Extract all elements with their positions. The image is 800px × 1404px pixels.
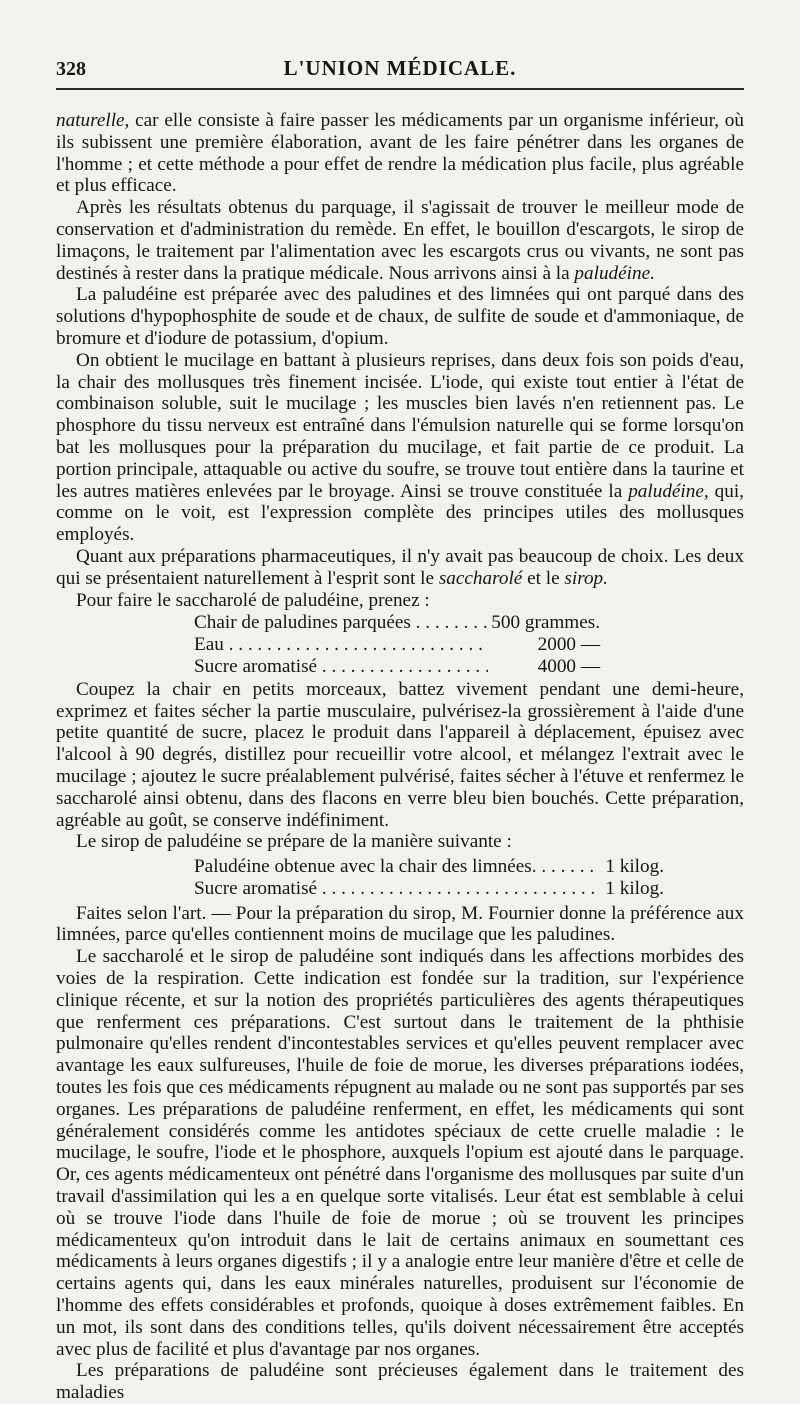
italic-term: paludéine, [628,480,709,502]
recipe-quantity: 1 kilog. [605,877,664,899]
paragraph: Le saccharolé et le sirop de paludéine sont indiqués dans les affections morbides des voies de la respiration. Cette indication est fondée sur la tradition, sur l'expérience clinique récente, et sur la notion des propriétés particulières des agents thérapeutiques que renferment ces préparations. C'est surtout dans le traitement de la phthisie pulmonaire qu'elles rendent d'incontestables services et qu'elles peuvent remplacer avec avantage les eaux sulfureuses, l'huile de foie de morue, les diverses préparations iodées, toutes les fois que ces médicaments répugnent au malade ou ne sont pas supportés par ses organes. Les préparations de paludéine renferment, en effet, les médicaments qui sont généralement considérés comme les antidotes spéciaux de cette cruelle maladie : le mucilage, le soufre, l'iode et le phosphore, auxquels l'opium est ajouté dans le parquage. Or, ces agents médicamenteux ont pénétré dans l'organisme des mollusques par suite d'un travail d'assimilation qui les a en quelque sorte vitalisés. Leur état est semblable à celui où se trouve l'iode dans l'huile de foie de morue ; où se trouvent les principes médicamenteux qu'on introduit dans le lait de certains animaux en soumettant ces médicaments à leurs organes digestifs ; il y a analogie entre leur manière d'être et celle de certains agents qui, dans les eaux minérales naturelles, produisent sur l'économie de l'homme des effets considérables et profonds, quoique à doses extrêmement faibles. En un mot, ils sont dans des conditions telles, qu'ils doivent nécessairement être acceptés avec plus de facilité et plus d'avantage par nos organes. [56,946,744,1360]
paragraph: Après les résultats obtenus du parquage, il s'agissait de trouver le meilleur mode de conservation et d'administration du remède. En effet, le bouillon d'escargots, le sirop de limaçons, le traitement par l'alimentation avec les escargots crus ou vivants, ne sont pas destinés à rester dans la pratique médicale. Nous arrivons ainsi à la paludéine. [56,197,744,284]
paragraph: On obtient le mucilage en battant à plusieurs reprises, dans deux fois son poids d'eau, la chair des mollusques très finement incisée. L'iode, qui existe tout entier à l'état de combinaison soluble, suit le mucilage ; les muscles bien lavés n'en retiennent pas. Le phosphore du tissu nerveux est entraîné dans l'émulsion naturelle qui se forme lorsqu'on bat les mollusques pour la préparation du mucilage, et fait partie de ce produit. La portion principale, attaquable ou active du soufre, se trouve tout entière dans la taurine et les autres matières enlevées par le broyage. Ainsi se trouve constituée la paludéine, qui, comme on le voit, est l'expression complète des principes utiles des mollusques employés. [56,349,744,546]
paragraph: Le sirop de paludéine se prépare de la manière suivante : [76,831,512,853]
recipe-saccharole [194,612,744,677]
recipe-ingredient: Sucre aromatisé . . . [194,656,488,678]
italic-term: saccharolé [438,567,523,589]
page-header [56,52,744,90]
paragraph: Coupez la chair en petits morceaux, battez vivement pendant une demi-heure, exprimez et faites sécher la partie musculaire, pulvérisez-la grossièrement à l'aide d'une petite quantité de sucre, placez le produit dans l'appareil à déplacement, épuisez avec l'alcool à 90 degrés, distillez pour recueillir votre alcool, et mélangez l'extrait avec le mucilage ; ajoutez le sucre préalablement pulvérisé, faites sécher à l'étuve et renfermez le saccharolé ainsi obtenu, dans des flacons en verre bleu bien bouchés. Cette préparation, agréable au goût, se conserve indéfiniment. [56,678,744,831]
body-text [56,110,744,1404]
recipe-row [194,634,614,656]
paragraph: naturelle, car elle consiste à faire passer les médicaments par un organisme inférieur, où ils subissent une première élaboration, avant de les faire pénétrer dans les organes de l'homme ; et cette méthode a pour effet de rendre la médication plus facile, plus agréable et plus efficace. [56,110,744,197]
running-head: L'UNION MÉDICALE. [283,56,517,80]
recipe-sirop [194,856,744,900]
italic-term: paludéine. [574,262,655,284]
paragraph: Quant aux préparations pharmaceutiques, il n'y avait pas beaucoup de choix. Les deux qui se présentaient naturellement à l'esprit sont le saccharolé et le sirop. [56,545,744,589]
italic-term: naturelle, [56,110,130,131]
recipe-ingredient: Paludéine obtenue avec la chair des limnées. . . . [194,856,600,878]
recipe-quantity: 4000 — [537,655,600,677]
paragraph: La paludéine est préparée avec des paludines et des limnées qui ont parqué dans des solutions d'hypophosphite de soude et de chaux, de sulfite de soude et d'ammoniaque, de bromure et d'iodure de potassium, d'opium. [56,284,744,349]
recipe-quantity: 500 grammes. [491,612,600,634]
recipe-ingredient: Sucre aromatisé . . . [194,878,600,900]
page-number: 328 [56,58,86,80]
recipe-ingredient: Chair de paludines parquées . . . [194,612,488,634]
paragraph: Les préparations de paludéine sont précieuses également dans le traitement des maladies [56,1360,744,1404]
recipe-ingredient: Eau . . . [194,634,488,656]
paragraph: Faites selon l'art. — Pour la préparation du sirop, M. Fournier donne la préférence aux limnées, parce qu'elles contiennent moins de mucilage que les paludines. [56,902,744,946]
recipe-quantity: 1 kilog. [605,856,664,878]
recipe-row [194,656,614,678]
recipe-quantity: 2000 — [537,634,600,656]
recipe-row [194,878,664,900]
italic-term: sirop. [564,567,608,589]
recipe-row [194,856,664,878]
paragraph: Pour faire le saccharolé de paludéine, prenez : [76,589,430,611]
recipe-row [194,612,614,634]
